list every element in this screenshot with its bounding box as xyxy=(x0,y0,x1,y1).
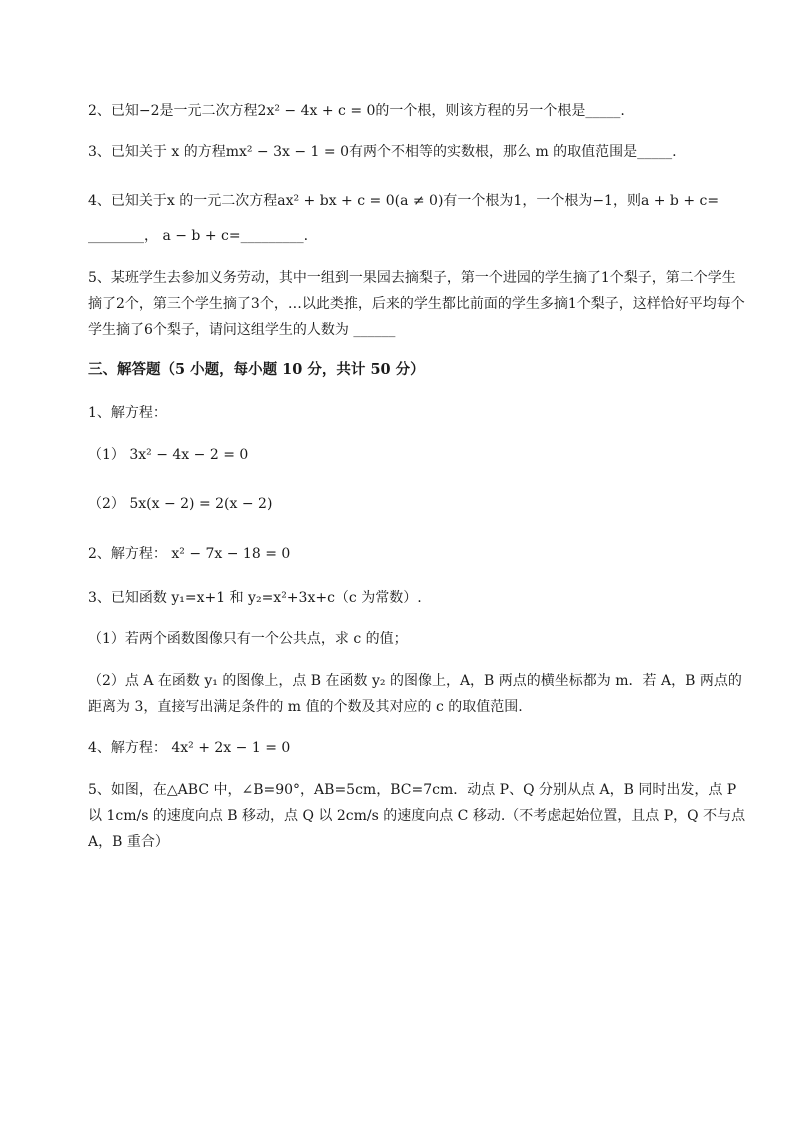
section-3-question-5: 5、如图，在△ABC 中，∠B=90°，AB=5cm，BC=7cm．动点 P、Q 分别从点 A，B 同时出发，点 P 以 1cm/s 的速度向点 B 移动，点 Q 以 2cm/s 的速度向点 C 移动.（不考虑起始位置，且点 P，Q 不与点 A，B 重合） xyxy=(88,782,746,850)
section-3-question-3: 3、已知函数 y₁=x+1 和 y₂=x²+3x+c（c 为常数）. xyxy=(88,590,422,606)
section-3-question-3-part-1: （1）若两个函数图像只有一个公共点，求 c 的值； xyxy=(88,631,408,647)
section-3-question-1-part-2: （2） 5x(x − 2) = 2(x − 2) xyxy=(88,496,273,512)
section-3-question-3-part-2: （2）点 A 在函数 y₁ 的图像上，点 B 在函数 y₂ 的图像上，A，B 两点的横坐标都为 m．若 A，B 两点的距离为 3，直接写出满足条件的 m 值的个数及其对应的 c 的取值范围. xyxy=(88,673,742,715)
section-3-heading: 三、解答题（5 小题，每小题 10 分，共计 50 分） xyxy=(88,361,425,378)
section-3-question-2: 2、解方程： x² − 7x − 18 = 0 xyxy=(88,546,291,562)
question-5: 5、某班学生去参加义务劳动，其中一组到一果园去摘梨子，第一个进园的学生摘了1个梨子，第二个学生摘了2个，第三个学生摘了3个，…以此类推，后来的学生都比前面的学生多摘1个梨子，这样恰好平均每个学生摘了6个梨子，请问这组学生的人数为 ______ xyxy=(88,270,745,338)
question-4-line-2: ________， a − b + c=_________. xyxy=(88,228,309,244)
question-4-line-1: 4、已知关于x 的一元二次方程ax² + bx + c = 0(a ≠ 0)有一个根为1，一个根为−1，则a + b + c= xyxy=(88,193,720,209)
section-3-question-4: 4、解方程： 4x² + 2x − 1 = 0 xyxy=(88,740,291,756)
section-3-question-1: 1、解方程： xyxy=(88,405,167,421)
question-3: 3、已知关于 x 的方程mx² − 3x − 1 = 0有两个不相等的实数根，那么 m 的取值范围是_____. xyxy=(88,144,677,160)
section-3-question-1-part-1: （1） 3x² − 4x − 2 = 0 xyxy=(88,447,249,463)
question-2: 2、已知−2是一元二次方程2x² − 4x + c = 0的一个根，则该方程的另一个根是_____. xyxy=(88,103,625,119)
